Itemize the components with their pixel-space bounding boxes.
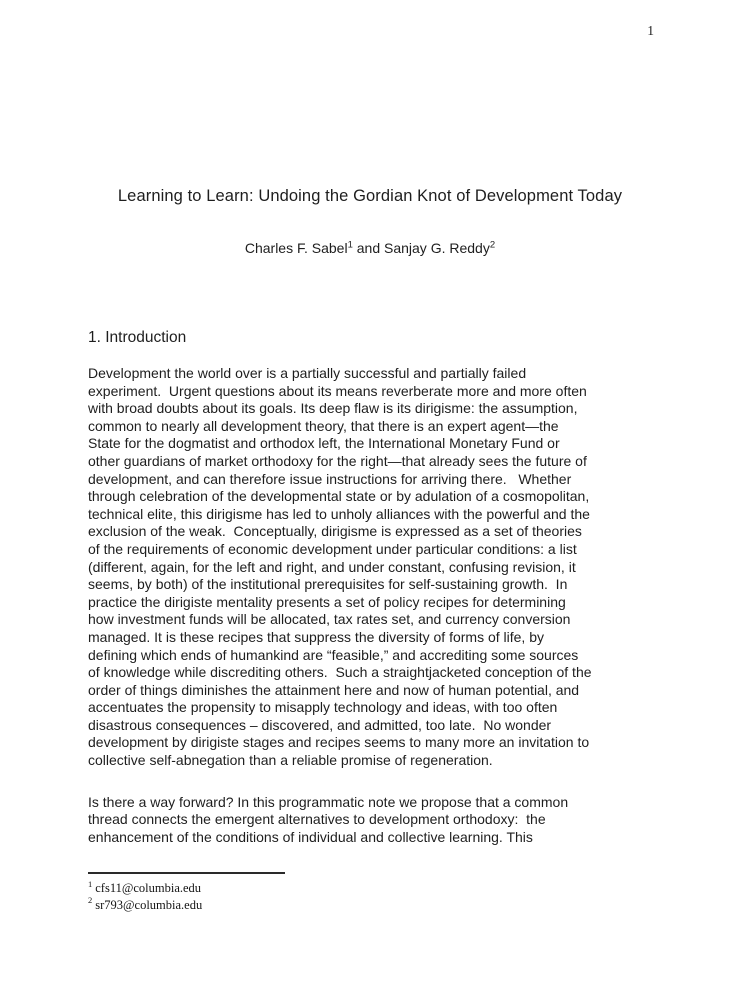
footnote-1-marker: 1 xyxy=(88,878,93,889)
footnote-1 xyxy=(88,880,488,897)
authors-line xyxy=(0,240,740,256)
text-line: Development the world over is a partially successful and partially failed xyxy=(88,365,527,381)
body-text xyxy=(88,365,688,846)
text-line: (different, again, for the left and right, and under constant, confusing revision, it xyxy=(88,558,576,575)
paper-title: Learning to Learn: Undoing the Gordian Knot of Development Today xyxy=(117,187,623,205)
text-line: accentuates the propensity to misapply technology and ideas, with too often xyxy=(88,699,558,716)
text-line: defining which ends of humankind are “feasible,” and accrediting some sources xyxy=(88,646,579,663)
text-line: how investment funds will be allocated, tax rates set, and currency conversion xyxy=(88,611,571,628)
footnote-2 xyxy=(88,897,488,914)
author-1-name: Charles F. Sabel xyxy=(244,240,348,256)
text-line: enhancement of the conditions of individual and collective learning. This xyxy=(88,828,533,845)
text-line: of the requirements of economic development under particular conditions: a list xyxy=(88,540,577,557)
footnote-2-marker: 2 xyxy=(88,895,93,906)
section-heading: 1. Introduction xyxy=(88,329,187,346)
text-line: thread connects the emergent alternatives to development orthodoxy: the xyxy=(88,811,546,828)
text-line: technical elite, this dirigisme has led to unholy alliances with the powerful and the xyxy=(88,505,590,522)
text-line: collective self-abnegation than a reliable promise of regeneration. xyxy=(88,752,493,769)
text-line: common to nearly all development theory, that there is an expert agent—the xyxy=(88,417,559,434)
footnote-1-text: cfs11@columbia.edu xyxy=(95,881,202,895)
author-2-name: Sanjay G. Reddy xyxy=(384,240,490,256)
author-2-footnote-ref: 2 xyxy=(489,239,496,251)
footnote-area xyxy=(88,872,488,913)
text-line: development by dirigiste stages and recipes seems to many more an invitation to xyxy=(88,734,590,751)
text-line: through celebration of the developmental state or by adulation of a cosmopolitan, xyxy=(88,488,590,505)
text-line: State for the dogmatist and orthodox left, the International Monetary Fund or xyxy=(88,435,560,452)
footnote-2-text: sr793@columbia.edu xyxy=(95,897,203,912)
text-line: development, and can therefore issue instructions for arriving there. Whether xyxy=(88,470,572,487)
author-1-footnote-ref: 1 xyxy=(347,239,353,251)
authors-connector: and xyxy=(352,240,384,256)
text-line: of knowledge while discrediting others. Such a straightjacketed conception of the xyxy=(88,664,592,681)
text-line: managed. It is these recipes that suppress the diversity of forms of life, by xyxy=(88,628,544,645)
text-line: order of things diminishes the attainment here and now of human potential, and xyxy=(88,681,580,698)
text-line: practice the dirigiste mentality presents a set of policy recipes for determining xyxy=(88,593,566,610)
text-line: other guardians of market orthodoxy for the right—that already sees the future of xyxy=(88,452,587,469)
text-line: experiment. Urgent questions about its means reverberate more and more often xyxy=(88,382,587,399)
paragraph-1 xyxy=(88,365,688,770)
text-line: Is there a way forward? In this programmatic note we propose that a common xyxy=(88,793,569,810)
paragraph-2 xyxy=(88,794,688,847)
text-line: with broad doubts about its goals. Its deep flaw is its dirigisme: the assumption, xyxy=(88,400,578,417)
page-number: 1 xyxy=(647,23,654,38)
text-line: seems, by both) of the institutional prerequisites for self-sustaining growth. In xyxy=(88,576,568,593)
text-line: disastrous consequences – discovered, and admitted, too late. No wonder xyxy=(88,716,552,733)
footnote-separator-rule xyxy=(88,872,285,874)
text-line: exclusion of the weak. Conceptually, dirigisme is expressed as a set of theories xyxy=(88,523,582,540)
